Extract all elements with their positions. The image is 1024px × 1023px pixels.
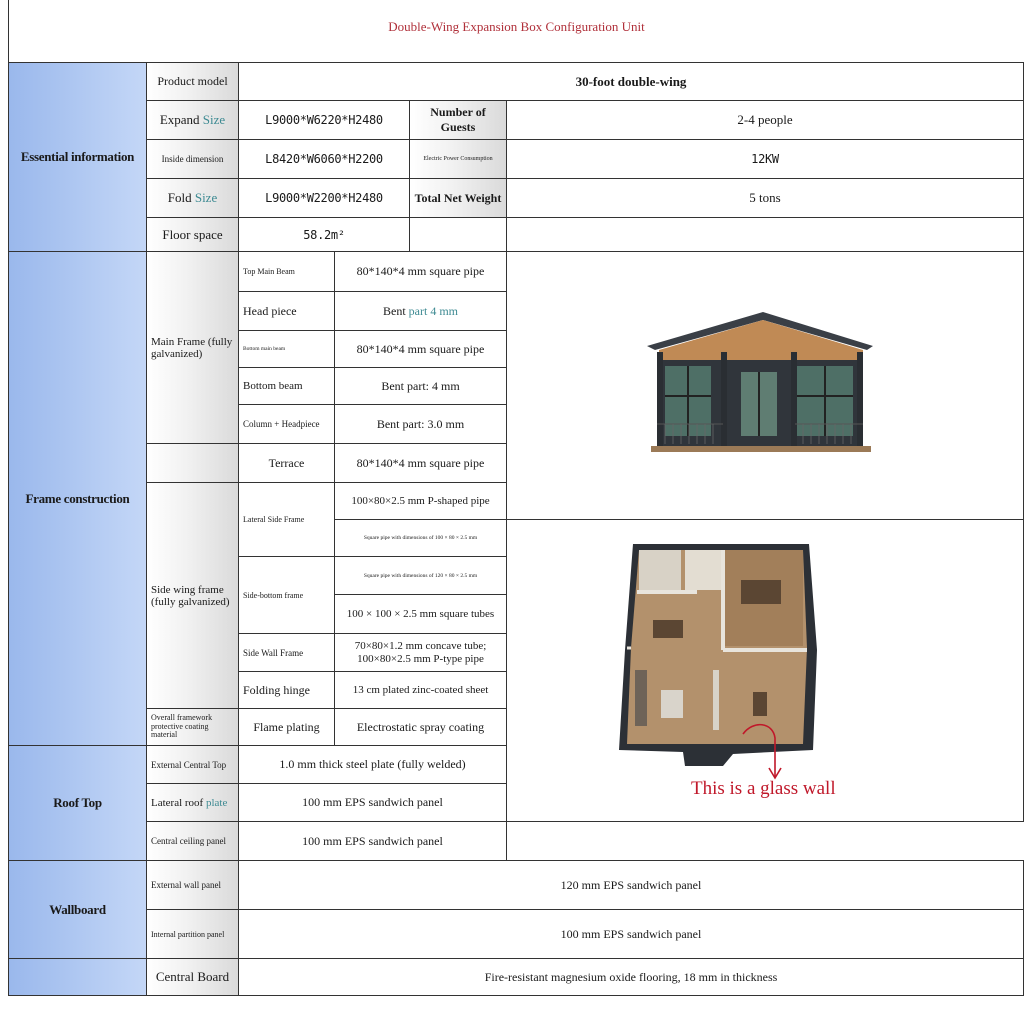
bottom-beam-value: Bent part: 4 mm [334,367,507,405]
annotation-arrow [735,720,805,780]
empty-cell [506,217,1024,252]
bottom-main-beam-value: 80*140*4 mm square pipe [334,330,507,368]
top-main-beam-label: Top Main Beam [238,251,335,292]
expand-size-label-text: Expand [159,112,200,127]
power-consumption-value: 12KW [506,139,1024,179]
expand-size-label [146,100,239,140]
glass-wall-annotation: This is a glass wall [691,778,836,799]
product-model-label: Product model [146,62,239,101]
section-wallboard: Wallboard [8,860,147,959]
column-headpiece-label: Column + Headpiece [238,404,335,444]
terrace-label: Terrace [238,443,335,483]
folding-hinge-value: 13 cm plated zinc-coated sheet [334,671,507,709]
floor-plan-image-cell [506,519,1024,822]
external-central-top-value: 1.0 mm thick steel plate (fully welded) [238,745,507,784]
house-exterior-image [645,306,885,466]
column-headpiece-value: Bent part: 3.0 mm [334,404,507,444]
central-board-value: Fire-resistant magnesium oxide flooring, 18 mm in thickness [238,958,1024,996]
head-piece-label: Head piece [238,291,335,331]
side-bottom-frame-label: Side-bottom frame [238,556,335,634]
fold-size-value: L9000*W2200*H2480 [238,178,410,218]
inside-dimension-value: L8420*W6060*H2200 [238,139,410,179]
internal-partition-panel-label: Internal partition panel [146,909,239,959]
external-wall-panel-label: External wall panel [146,860,239,910]
lateral-roof-plate-text: Lateral roof [151,796,204,809]
coating-group-label: Overall framework protective coating material [146,708,239,746]
house-exterior-image-cell [506,251,1024,520]
top-main-beam-value: 80*140*4 mm square pipe [334,251,507,292]
lateral-side-frame-value-1: 100×80×2.5 mm P-shaped pipe [334,482,507,520]
fold-size-label [146,178,239,218]
internal-partition-panel-value: 100 mm EPS sandwich panel [238,909,1024,959]
section-central-board-spacer [8,958,147,996]
external-wall-panel-value: 120 mm EPS sandwich panel [238,860,1024,910]
power-consumption-label: Electric Power Consumption [409,139,507,179]
bottom-beam-label: Bottom beam [238,367,335,405]
expand-size-value: L9000*W6220*H2480 [238,100,410,140]
section-essential-information: Essential information [8,62,147,252]
section-roof-top: Roof Top [8,745,147,861]
central-ceiling-panel-label: Central ceiling panel [146,821,239,861]
lateral-side-frame-label: Lateral Side Frame [238,482,335,557]
lateral-roof-plate-value: 100 mm EPS sandwich panel [238,783,507,822]
side-bottom-frame-value-1: Square pipe with dimensions of 120 × 80 × 2.5 mm [334,556,507,595]
net-weight-label: Total Net Weight [409,178,507,218]
net-weight-value: 5 tons [506,178,1024,218]
head-piece-value [334,291,507,331]
folding-hinge-label: Folding hinge [238,671,335,709]
flame-plating-label: Flame plating [238,708,335,746]
head-piece-value-text: Bent [383,303,406,318]
guests-value: 2-4 people [506,100,1024,140]
empty-cell [146,443,239,483]
empty-cell [409,217,507,252]
central-ceiling-panel-value: 100 mm EPS sandwich panel [238,821,507,861]
side-wall-frame-label: Side Wall Frame [238,633,335,672]
inside-dimension-label: Inside dimension [146,139,239,179]
expand-size-label-accent: Size [202,112,226,127]
section-frame-construction: Frame construction [8,251,147,746]
external-central-top-label: External Central Top [146,745,239,784]
lateral-roof-plate-accent: plate [205,796,228,809]
terrace-value: 80*140*4 mm square pipe [334,443,507,483]
lateral-side-frame-value-2: Square pipe with dimensions of 100 × 80 × 2.5 mm [334,519,507,557]
floor-plan-wrapper [635,540,895,800]
main-frame-group-label: Main Frame (fully galvanized) [146,251,239,444]
side-wall-frame-value: 70×80×1.2 mm concave tube; 100×80×2.5 mm P-type pipe [334,633,507,672]
document-title: Double-Wing Expansion Box Configuration Unit [8,0,1024,62]
lateral-roof-plate-label [146,783,239,822]
floor-space-value: 58.2m² [238,217,410,252]
fold-size-label-accent: Size [194,190,218,205]
fold-size-label-text: Fold [167,190,192,205]
guests-label: Number of Guests [409,100,507,140]
head-piece-value-accent: part 4 mm [408,303,458,318]
flame-plating-value: Electrostatic spray coating [334,708,507,746]
side-wing-group-label: Side wing frame (fully galvanized) [146,482,239,709]
floor-space-label: Floor space [146,217,239,252]
product-model-value: 30-foot double-wing [238,62,1024,101]
central-board-label: Central Board [146,958,239,996]
side-bottom-frame-value-2: 100 × 100 × 2.5 mm square tubes [334,594,507,634]
bottom-main-beam-label: Bottom main beam [238,330,335,368]
